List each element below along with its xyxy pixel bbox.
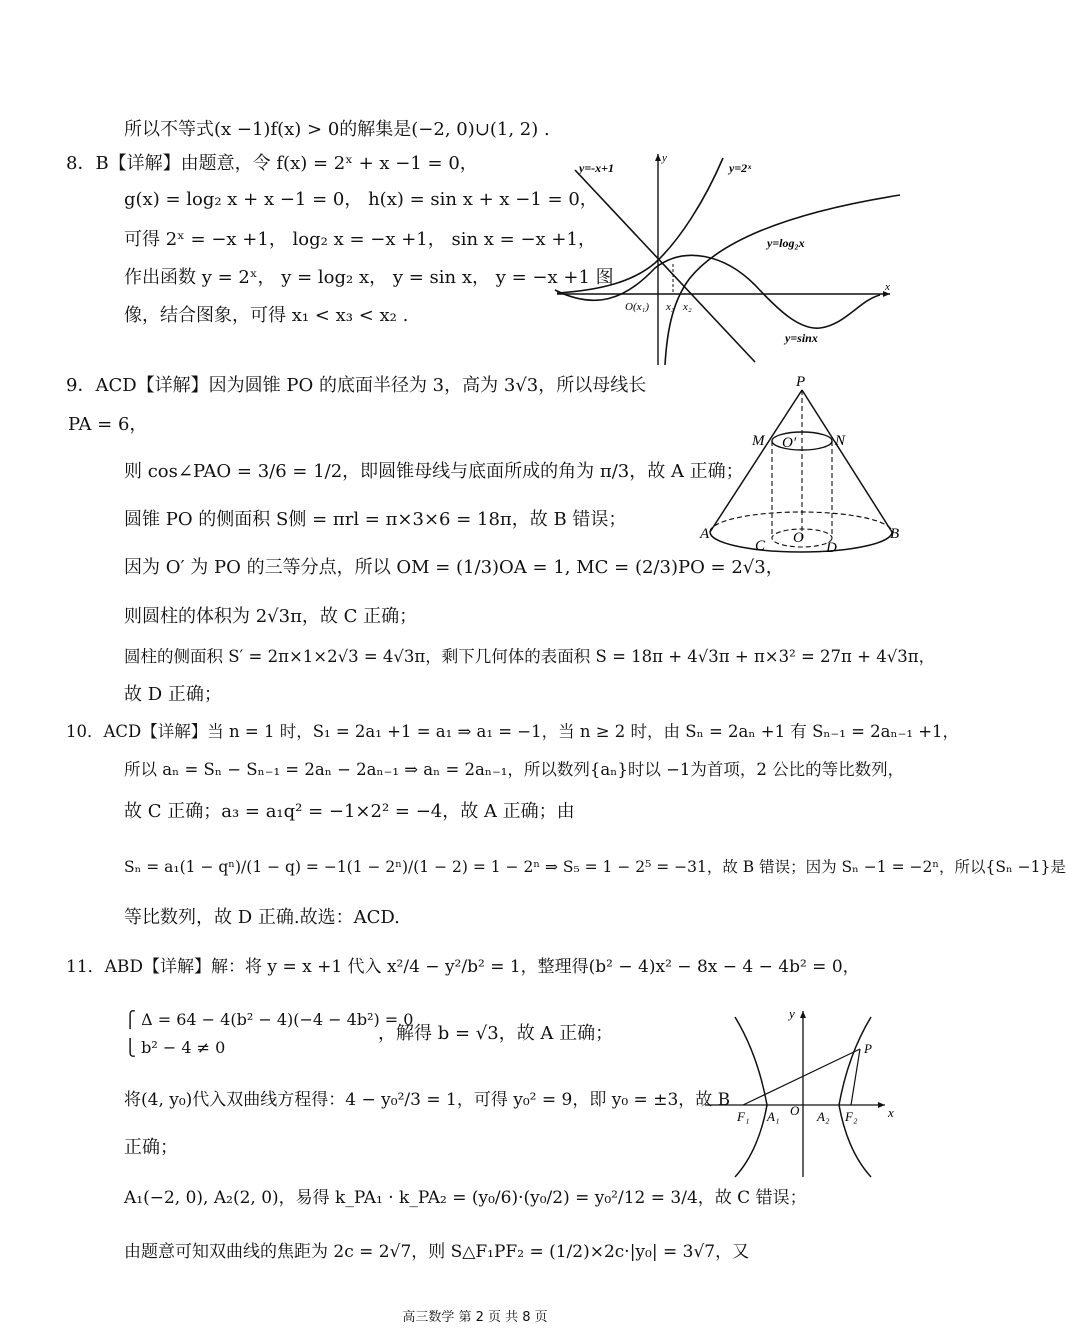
q11-line-2: ，解得 b = √3，故 A 正确；	[378, 1023, 614, 1044]
page-footer: 高三数学 第 2 页 共 8 页	[402, 1310, 548, 1325]
cone-edge-left	[710, 390, 802, 532]
line-1: 所以不等式(x −1)f(x) > 0的解集是(−2, 0)∪(1, 2) .	[124, 119, 550, 140]
q10-line-5: 等比数列，故 D 正确.故选：ACD.	[124, 907, 400, 928]
label-F1: F₁	[737, 1109, 750, 1124]
label-exp: y=2ˣ	[729, 161, 752, 175]
y-axis-arrow	[800, 1011, 806, 1018]
q9-line-7: 圆柱的侧面积 S′ = 2π×1×2√3 = 4√3π，剩下几何体的表面积 S = 18π + 4√3π + π×3² = 27π + 4√3π，	[124, 647, 936, 666]
q11-line-4: 正确；	[124, 1137, 178, 1158]
y-axis-arrow	[655, 154, 661, 161]
q11-line-1: 11．ABD【详解】解：将 y = x +1 代入 x²/4 − y²/b² = 1，整理得(b² − 4)x² − 8x − 4 − 4b² = 0，	[66, 957, 860, 977]
label-sin: y=sinx	[785, 331, 818, 345]
q9-line-6: 则圆柱的体积为 2√3π，故 C 正确；	[124, 606, 418, 627]
q8-line-2: g(x) = log₂ x + x −1 = 0， h(x) = sin x + x −1 = 0，	[124, 189, 598, 210]
q10-line-1: 10．ACD【详解】当 n = 1 时，S₁ = 2a₁ +1 = a₁ ⇒ a₁ = −1，当 n ≥ 2 时，由 Sₙ = 2aₙ +1 有 Sₙ₋₁ = 2aₙ₋₁ +1，	[66, 722, 960, 741]
q9-line-1: 9．ACD【详解】因为圆锥 PO 的底面半径为 3，高为 3√3，所以母线长	[66, 375, 647, 396]
label-N: N	[835, 433, 846, 449]
q10-line-3: 故 C 正确；a₃ = a₁q² = −1×2² = −4，故 A 正确；由	[124, 801, 575, 822]
label-x-axis: x	[885, 281, 890, 293]
q11-line-3: 将(4, y₀)代入双曲线方程得：4 − y₀²/3 = 1，可得 y₀² = 9，即 y₀ = ±3，故 B	[124, 1090, 731, 1110]
label-Oprime: O′	[782, 435, 797, 451]
line-curve	[575, 170, 755, 362]
q11-system-line-2: ⎩ b² − 4 ≠ 0	[124, 1038, 226, 1057]
x-axis-arrow	[878, 1102, 885, 1108]
cone-edge-right	[802, 390, 892, 532]
label-P: P	[796, 374, 806, 390]
q11-system-line-1: ⎧ Δ = 64 − 4(b² − 4)(−4 − 4b²) = 0	[124, 1010, 414, 1029]
q10-line-4: Sₙ = a₁(1 − qⁿ)/(1 − q) = −1(1 − 2ⁿ)/(1 − 2) = 1 − 2ⁿ ⇒ S₅ = 1 − 2⁵ = −31，故 B 错误；因为 Sₙ −1 = −2ⁿ，所以{Sₙ −1}是	[124, 858, 1066, 876]
q8-line-5: 像，结合图象，可得 x₁ < x₃ < x₂ .	[124, 305, 409, 326]
label-y-axis: y	[662, 152, 667, 164]
label-A1: A₁	[767, 1109, 780, 1124]
sin-curve	[555, 255, 880, 328]
q11-hyperbola-figure	[703, 1005, 903, 1180]
label-x3: x₃	[666, 301, 675, 313]
q9-line-4: 圆锥 PO 的侧面积 S侧 = πrl = π×3×6 = 18π，故 B 错误；	[124, 509, 627, 530]
label-C: C	[755, 538, 766, 554]
q9-line-5: 因为 O′ 为 PO 的三等分点，所以 OM = (1/3)OA = 1, MC = (2/3)PO = 2√3，	[124, 557, 784, 578]
label-A: A	[700, 526, 710, 542]
label-M: M	[752, 433, 765, 449]
q9-line-8: 故 D 正确；	[124, 684, 222, 705]
q9-line-3: 则 cos∠PAO = 3/6 = 1/2，即圆锥母线与底面所成的角为 π/3，故 A 正确；	[124, 461, 744, 482]
label-x2: x₂	[683, 301, 692, 313]
label-line: y=-x+1	[579, 161, 614, 175]
q9-cone-figure	[700, 372, 905, 562]
q9-line-2: PA = 6，	[68, 414, 148, 435]
label-D: D	[826, 540, 837, 556]
label-A2: A₂	[817, 1109, 830, 1124]
label-O: O	[790, 1103, 800, 1118]
log-curve	[665, 195, 900, 365]
label-P: P	[864, 1041, 872, 1056]
label-x: x	[888, 1105, 894, 1120]
q8-line-1: 8．B【详解】由题意，令 f(x) = 2ˣ + x −1 = 0，	[66, 153, 478, 174]
label-y: y	[789, 1006, 795, 1021]
label-log: y=log₂x	[767, 236, 805, 250]
label-B: B	[890, 526, 900, 542]
label-O: O	[793, 530, 804, 546]
q8-line-4: 作出函数 y = 2ˣ， y = log₂ x， y = sin x， y = −x +1 图	[124, 267, 614, 288]
q10-line-2: 所以 aₙ = Sₙ − Sₙ₋₁ = 2aₙ − 2aₙ₋₁ ⇒ aₙ = 2aₙ₋₁，所以数列{aₙ}时以 −1为首项，2 公比的等比数列，	[124, 760, 905, 779]
q8-line-3: 可得 2ˣ = −x +1， log₂ x = −x +1， sin x = −x +1，	[124, 229, 596, 250]
q11-line-5: A₁(−2, 0), A₂(2, 0)，易得 k_PA₁ · k_PA₂ = (y₀/6)·(y₀/2) = y₀²/12 = 3/4，故 C 错误；	[124, 1188, 807, 1208]
q8-function-graph	[555, 150, 905, 370]
q11-line-6: 由题意可知双曲线的焦距为 2c = 2√7，则 S△F₁PF₂ = (1/2)×2c·|y₀| = 3√7，又	[124, 1242, 750, 1262]
label-origin: O(x₁)	[625, 301, 649, 313]
label-F2: F₂	[845, 1109, 858, 1124]
hyperbola-left	[735, 1017, 767, 1177]
